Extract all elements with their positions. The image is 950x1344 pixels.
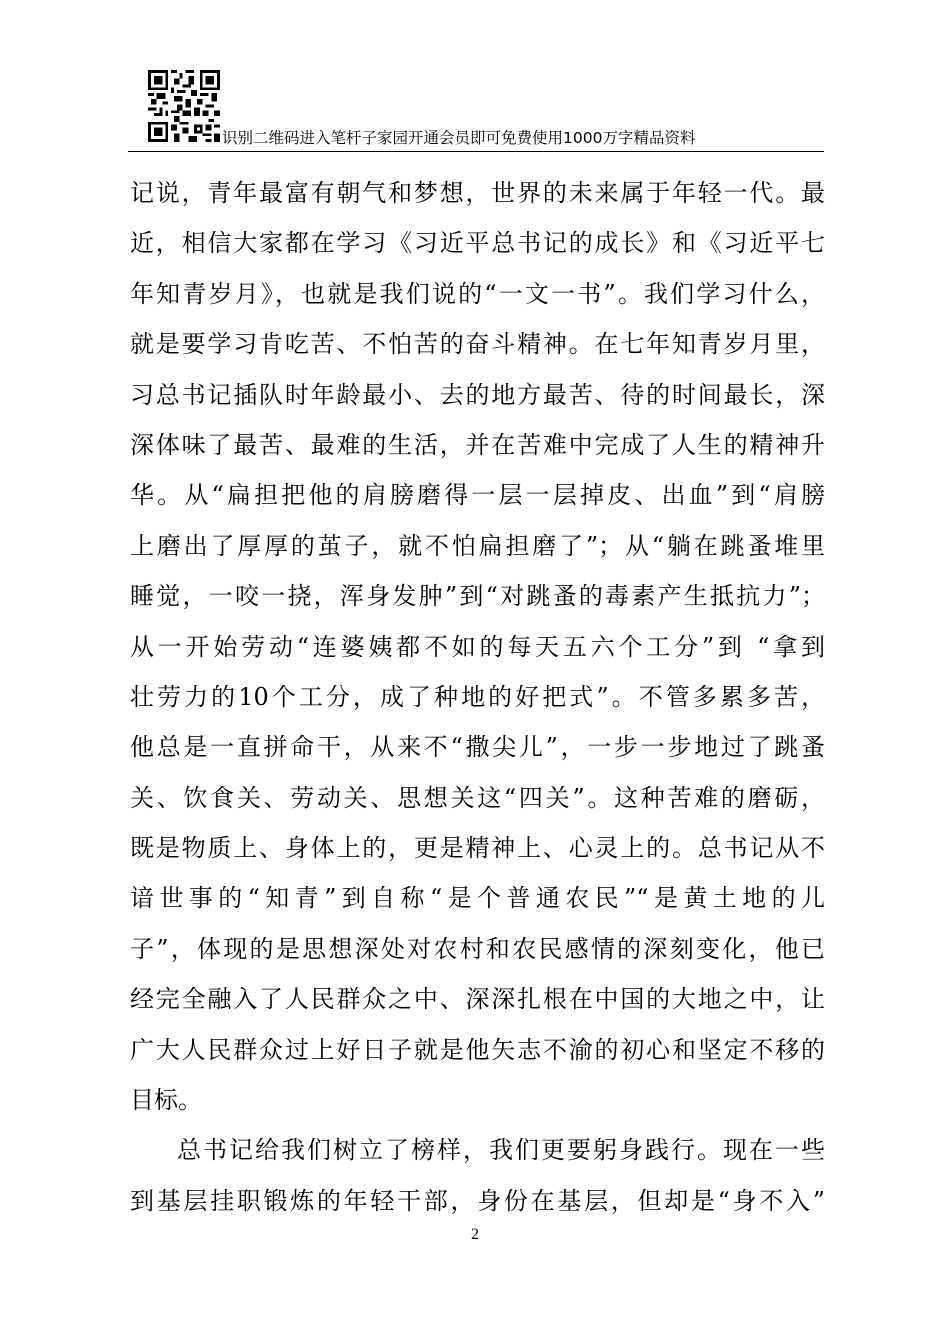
text-line: 广大人民群众过上好日子就是他矢志不渝的初心和坚定不移的: [130, 1035, 825, 1064]
text-line: 近，相信大家都在学习《习近平总书记的成长》和《习近平七: [130, 229, 825, 258]
text-line: 记说，青年最富有朝气和梦想，世界的未来属于年轻一代。最: [130, 179, 825, 207]
header-promo-text: 识别二维码进入笔杆子家园开通会员即可免费使用1000万字精品资料: [222, 129, 696, 147]
text-line: 深体味了最苦、最难的生活，并在苦难中完成了人生的精神升: [130, 430, 825, 459]
text-line: 经完全融入了人民群众之中、深深扎根在中国的大地之中，让: [130, 985, 825, 1014]
text-line: 年知青岁月》，也就是我们说的“一文一书”。我们学习什么，: [130, 279, 825, 308]
text-line: 睡觉，一咬一挠，浑身发肿”到“对跳蚤的毒素产生抵抗力”；: [130, 582, 825, 611]
text-line: 既是物质上、身体上的，更是精神上、心灵上的。总书记从不: [130, 834, 825, 863]
text-line: 谙世事的“知青”到自称“是个普通农民”“是黄土地的儿: [130, 884, 825, 913]
text-line: 他总是一直拼命干，从来不“撒尖儿”，一步一步地过了跳蚤: [130, 733, 825, 762]
paragraph: [130, 1125, 825, 1226]
text-line: 目标。: [130, 1086, 202, 1115]
text-line: 就是要学习肯吃苦、不怕苦的奋斗精神。在七年知青岁月里，: [130, 330, 825, 359]
header-divider: [128, 151, 824, 152]
qr-code-icon: [148, 70, 220, 142]
paragraph: [130, 168, 825, 1125]
text-line: 从一开始劳动“连婆姨都不如的每天五六个工分”到 “拿到: [130, 632, 825, 661]
text-line: 总书记给我们树立了榜样，我们更要躬身践行。现在一些: [177, 1136, 825, 1165]
text-line: 到基层挂职锻炼的年轻干部，身份在基层，但却是“身不入”: [130, 1186, 825, 1215]
text-line: 上磨出了厚厚的茧子，就不怕扁担磨了”；从“躺在跳蚤堆里: [130, 531, 825, 560]
text-line: 华。从“扁担把他的肩膀磨得一层一层掉皮、出血”到“肩膀: [130, 481, 825, 510]
page-number: 2: [471, 1226, 479, 1243]
text-line: 习总书记插队时年龄最小、去的地方最苦、待的时间最长，深: [130, 380, 825, 409]
text-line: 关、饮食关、劳动关、思想关这“四关”。这种苦难的磨砺，: [130, 783, 825, 812]
document-body: [130, 168, 825, 1226]
text-line: 壮劳力的10个工分，成了种地的好把式”。不管多累多苦，: [130, 682, 825, 711]
text-line: 子”，体现的是思想深处对农村和农民感情的深刻变化，他已: [130, 934, 825, 963]
